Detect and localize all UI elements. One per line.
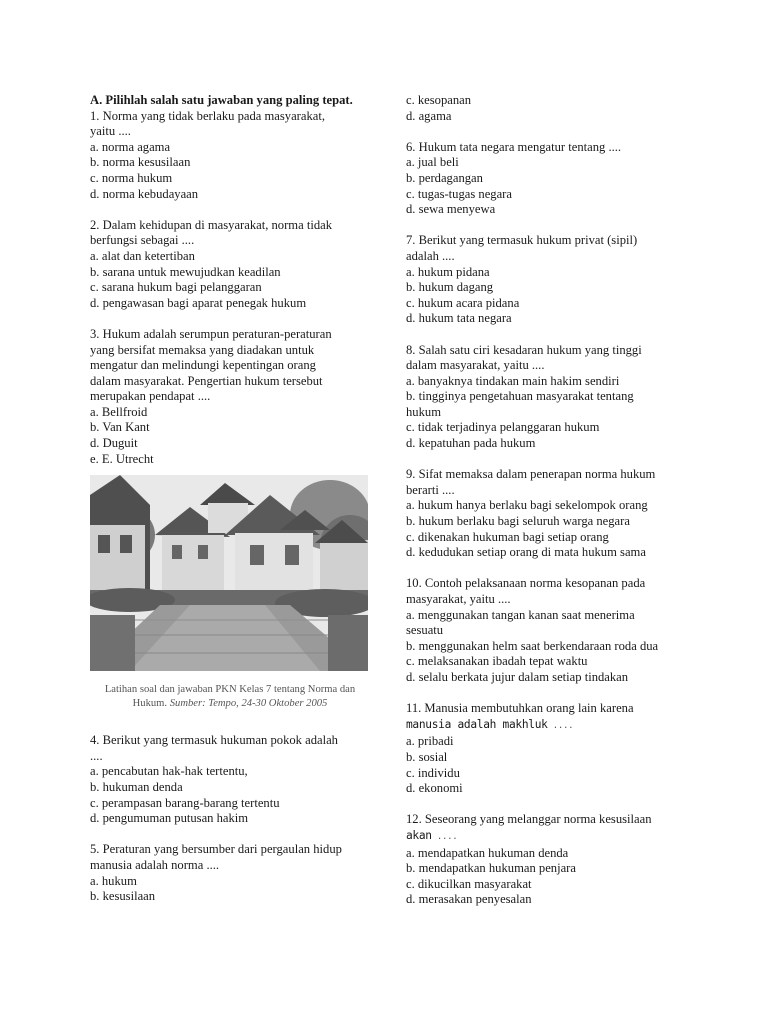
answer-option: sesuatu [406,623,444,638]
caption-source: Sumber: Tempo, 24-30 Oktober 2005 [169,698,328,710]
question-text-line-2 [406,828,688,846]
question-8 [406,343,688,452]
answer-option: a. mendapatkan hukuman denda [406,845,569,860]
answer-option: b. tingginya pengetahuan masyarakat tentang [406,389,634,404]
answer-option: a. hukum pidana [406,264,490,279]
question-text: 8. Salah satu ciri kesadaran hukum yang tinggi [406,342,642,357]
question-4 [90,733,370,827]
answer-option: a. banyaknya tindakan main hakim sendiri [406,373,620,388]
housing-illustration [90,475,368,671]
answer-option: a. pencabutan hak-hak tertentu, [90,764,248,779]
question-text: 5. Peraturan yang bersumber dari pergaulan hidup [90,842,342,857]
answer-option: c. hukum acara pidana [406,295,520,310]
question-text: berfungsi sebagai .... [90,233,195,248]
question-5 [90,842,370,904]
question-6 [406,140,688,218]
answer-option: b. kesusilaan [90,889,156,904]
question-text: 12. Seseorang yang melanggar norma kesusilaan [406,812,652,827]
answer-option: d. Duguit [90,436,138,451]
question-2 [90,218,370,312]
answer-option: a. jual beli [406,155,459,170]
answer-option: d. selalu berkata jujur dalam setiap tindakan [406,669,629,684]
question-5-continued [406,93,688,124]
question-text: berarti .... [406,482,455,497]
answer-option: a. hukum hanya berlaku bagi sekelompok orang [406,498,648,513]
answer-option: d. norma kebudayaan [90,186,199,201]
answer-option: d. agama [406,108,452,123]
section-heading: A. Pilihlah salah satu jawaban yang paling tepat. [90,93,353,107]
answer-option: b. hukum berlaku bagi seluruh warga negara [406,514,630,529]
question-text: yang bersifat memaksa yang diadakan untuk [90,342,315,357]
answer-option: d. pengumuman putusan hakim [90,811,249,826]
question-10 [406,576,688,685]
question-11 [406,701,688,797]
answer-option: b. hukum dagang [406,280,494,295]
question-text: 9. Sifat memaksa dalam penerapan norma hukum [406,467,656,482]
photo-caption [90,683,370,711]
answer-option: e. E. Utrecht [90,451,154,466]
answer-option: d. kepatuhan pada hukum [406,436,536,451]
answer-option: a. menggunakan tangan kanan saat menerima [406,607,635,622]
answer-option: d. sewa menyewa [406,202,496,217]
question-text: masyarakat, yaitu .... [406,592,511,606]
answer-option: hukum [406,404,441,419]
answer-option: a. alat dan ketertiban [90,248,195,263]
question-text: 10. Contoh pelaksanaan norma kesopanan pada [406,576,646,591]
question-text: yaitu .... [90,124,131,139]
ellipsis: .... [431,831,458,842]
answer-option: b. norma kesusilaan [90,155,191,170]
question-text-line-2 [406,717,688,735]
answer-option: b. hukuman denda [90,780,183,795]
question-text: 7. Berikut yang termasuk hukum privat (sipil) [406,233,638,248]
question-text: 6. Hukum tata negara mengatur tentang .... [406,139,622,154]
question-text: adalah .... [406,248,455,263]
question-text: .... [90,748,103,763]
question-1 [90,109,370,203]
question-text: manusia adalah makhluk [406,717,548,731]
question-text: 3. Hukum adalah serumpun peraturan-peraturan [90,326,332,341]
question-7 [406,233,688,327]
answer-option: d. hukum tata negara [406,311,512,326]
question-3 [90,327,370,467]
question-text: manusia adalah norma .... [90,858,220,872]
answer-option: a. hukum [90,873,137,888]
ellipsis: .... [547,720,574,731]
answer-option: d. ekonomi [406,781,463,796]
question-12 [406,812,688,908]
answer-option: b. menggunakan helm saat berkendaraan roda dua [406,638,659,653]
answer-option: c. individu [406,765,460,780]
question-text: 11. Manusia membutuhkan orang lain karena [406,701,634,716]
answer-option: b. mendapatkan hukuman penjara [406,861,576,876]
caption-text: Latihan soal dan jawaban PKN Kelas 7 tentang Norma dan Hukum. [104,684,356,710]
answer-option: a. pribadi [406,734,454,749]
question-text: dalam masyarakat. Pengertian hukum tersebut [90,373,323,388]
question-text: mengatur dan melindungi kepentingan orang [90,358,316,373]
answer-option: d. merasakan penyesalan [406,892,532,907]
right-column [406,93,688,908]
question-text: 2. Dalam kehidupan di masyarakat, norma tidak [90,217,333,232]
answer-option: c. tidak terjadinya pelanggaran hukum [406,420,600,435]
question-text: 1. Norma yang tidak berlaku pada masyarakat, [90,108,325,123]
answer-option: c. melaksanakan ibadah tepat waktu [406,654,588,669]
left-column [90,93,370,905]
question-text: merupakan pendapat .... [90,389,211,404]
answer-option: c. dikenakan hukuman bagi setiap orang [406,529,609,544]
answer-option: c. kesopanan [406,93,472,107]
question-text: akan [406,828,432,842]
answer-option: b. sarana untuk mewujudkan keadilan [90,264,281,279]
housing-photo [90,475,368,671]
question-9 [406,467,688,561]
answer-option: c. tugas-tugas negara [406,186,512,201]
answer-option: d. pengawasan bagi aparat penegak hukum [90,295,307,310]
answer-option: c. perampasan barang-barang tertentu [90,795,280,810]
answer-option: c. norma hukum [90,170,173,185]
answer-option: b. perdagangan [406,170,483,185]
answer-option: b. sosial [406,749,448,764]
answer-option: b. Van Kant [90,420,150,435]
answer-option: c. sarana hukum bagi pelanggaran [90,280,262,295]
question-text: 4. Berikut yang termasuk hukuman pokok adalah [90,733,338,748]
answer-option: a. norma agama [90,139,171,154]
answer-option: a. Bellfroid [90,404,148,419]
answer-option: c. dikucilkan masyarakat [406,876,532,891]
answer-option: d. kedudukan setiap orang di mata hukum sama [406,545,646,560]
question-text: dalam masyarakat, yaitu .... [406,358,545,373]
